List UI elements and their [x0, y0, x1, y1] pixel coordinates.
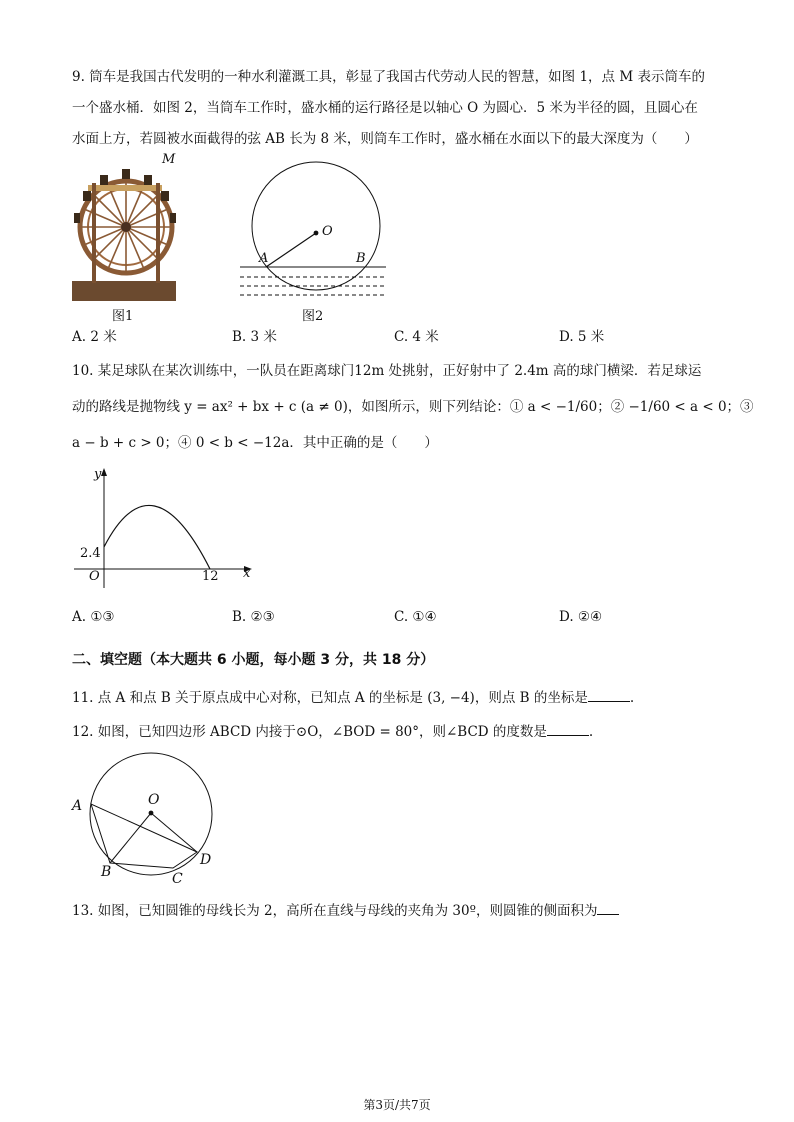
parabola-graph — [72, 464, 262, 590]
q9-option-b: B. 3 米 — [232, 329, 277, 345]
fig2-label-a: A — [259, 251, 269, 266]
q10-option-c: C. ①④ — [394, 609, 437, 625]
q11-end: . — [629, 690, 635, 706]
fig1-caption: 图1 — [112, 309, 134, 324]
q9-line-3: 水面上方，若圆被水面截得的弦 AB 长为 8 米，则筒车工作时，盛水桶在水面以下的最大深度为（ ） — [72, 131, 698, 147]
fig2-label-o: O — [322, 224, 333, 239]
q12-question: 12. 如图，已知四边形 ABCD 内接于⊙O，∠BOD = 80°，则∠BCD 的度数是 — [72, 724, 547, 740]
q12-end: . — [588, 724, 594, 740]
q10-option-d: D. ②④ — [559, 609, 603, 625]
q12-label-d: D — [200, 852, 212, 868]
q10-line-3: a − b + c > 0；④ 0 < b < −12a．其中正确的是（ ） — [72, 435, 438, 451]
graph-label-x: x — [243, 566, 251, 581]
page-footer: 第3页/共7页 — [363, 1098, 431, 1112]
q10-option-b: B. ②③ — [232, 609, 275, 625]
q13-text — [72, 902, 619, 920]
q9-option-a: A. 2 米 — [72, 329, 117, 345]
q10-line-1: 10. 某足球队在某次训练中，一队员在距离球门12m 处挑射，正好射中了 2.4m 高的球门横梁．若足球运 — [72, 363, 702, 379]
q12-text — [72, 723, 593, 741]
q11-text — [72, 689, 634, 707]
q9-line-1: 9. 筒车是我国古代发明的一种水利灌溉工具，彰显了我国古代劳动人民的智慧，如图 1，点 M 表示筒车的 — [72, 69, 705, 85]
graph-label-origin: O — [89, 569, 100, 584]
graph-label-y: y — [94, 467, 102, 482]
q11-answer-blank[interactable] — [588, 689, 630, 702]
fig1-label-m: M — [162, 152, 176, 167]
q12-label-o: O — [148, 792, 160, 808]
q11-question: 11. 点 A 和点 B 关于原点成中心对称，已知点 A 的坐标是 (3, −4)，则点 B 的坐标是 — [72, 690, 588, 706]
q13-answer-blank[interactable] — [597, 902, 619, 915]
fig2-label-b: B — [356, 251, 366, 266]
wheel-circle-diagram — [240, 160, 390, 300]
section-heading: 二、填空题（本大题共 6 小题，每小题 3 分，共 18 分） — [72, 652, 435, 668]
fig2-caption: 图2 — [302, 309, 324, 324]
cyclic-quadrilateral-diagram — [88, 752, 218, 880]
q13-question: 13. 如图，已知圆锥的母线长为 2，高所在直线与母线的夹角为 30º，则圆锥的侧面积为 — [72, 903, 598, 919]
q10-line-2: 动的路线是抛物线 y = ax² + bx + c (a ≠ 0)，如图所示，则下列结论：① a < −1/60；② −1/60 < a < 0；③ — [72, 399, 754, 415]
q9-line-2: 一个盛水桶．如图 2，当筒车工作时，盛水桶的运行路径是以轴心 O 为圆心．5 米为半径的圆，且圆心在 — [72, 100, 698, 116]
q9-option-d: D. 5 米 — [559, 329, 605, 345]
graph-label-y0: 2.4 — [80, 546, 101, 561]
q12-label-c: C — [172, 871, 183, 887]
q12-label-a: A — [72, 798, 83, 814]
graph-label-x1: 12 — [202, 569, 219, 584]
q12-label-b: B — [101, 864, 112, 880]
q9-option-c: C. 4 米 — [394, 329, 439, 345]
q12-answer-blank[interactable] — [547, 723, 589, 736]
q10-option-a: A. ①③ — [72, 609, 115, 625]
water-wheel-picture — [72, 155, 180, 303]
